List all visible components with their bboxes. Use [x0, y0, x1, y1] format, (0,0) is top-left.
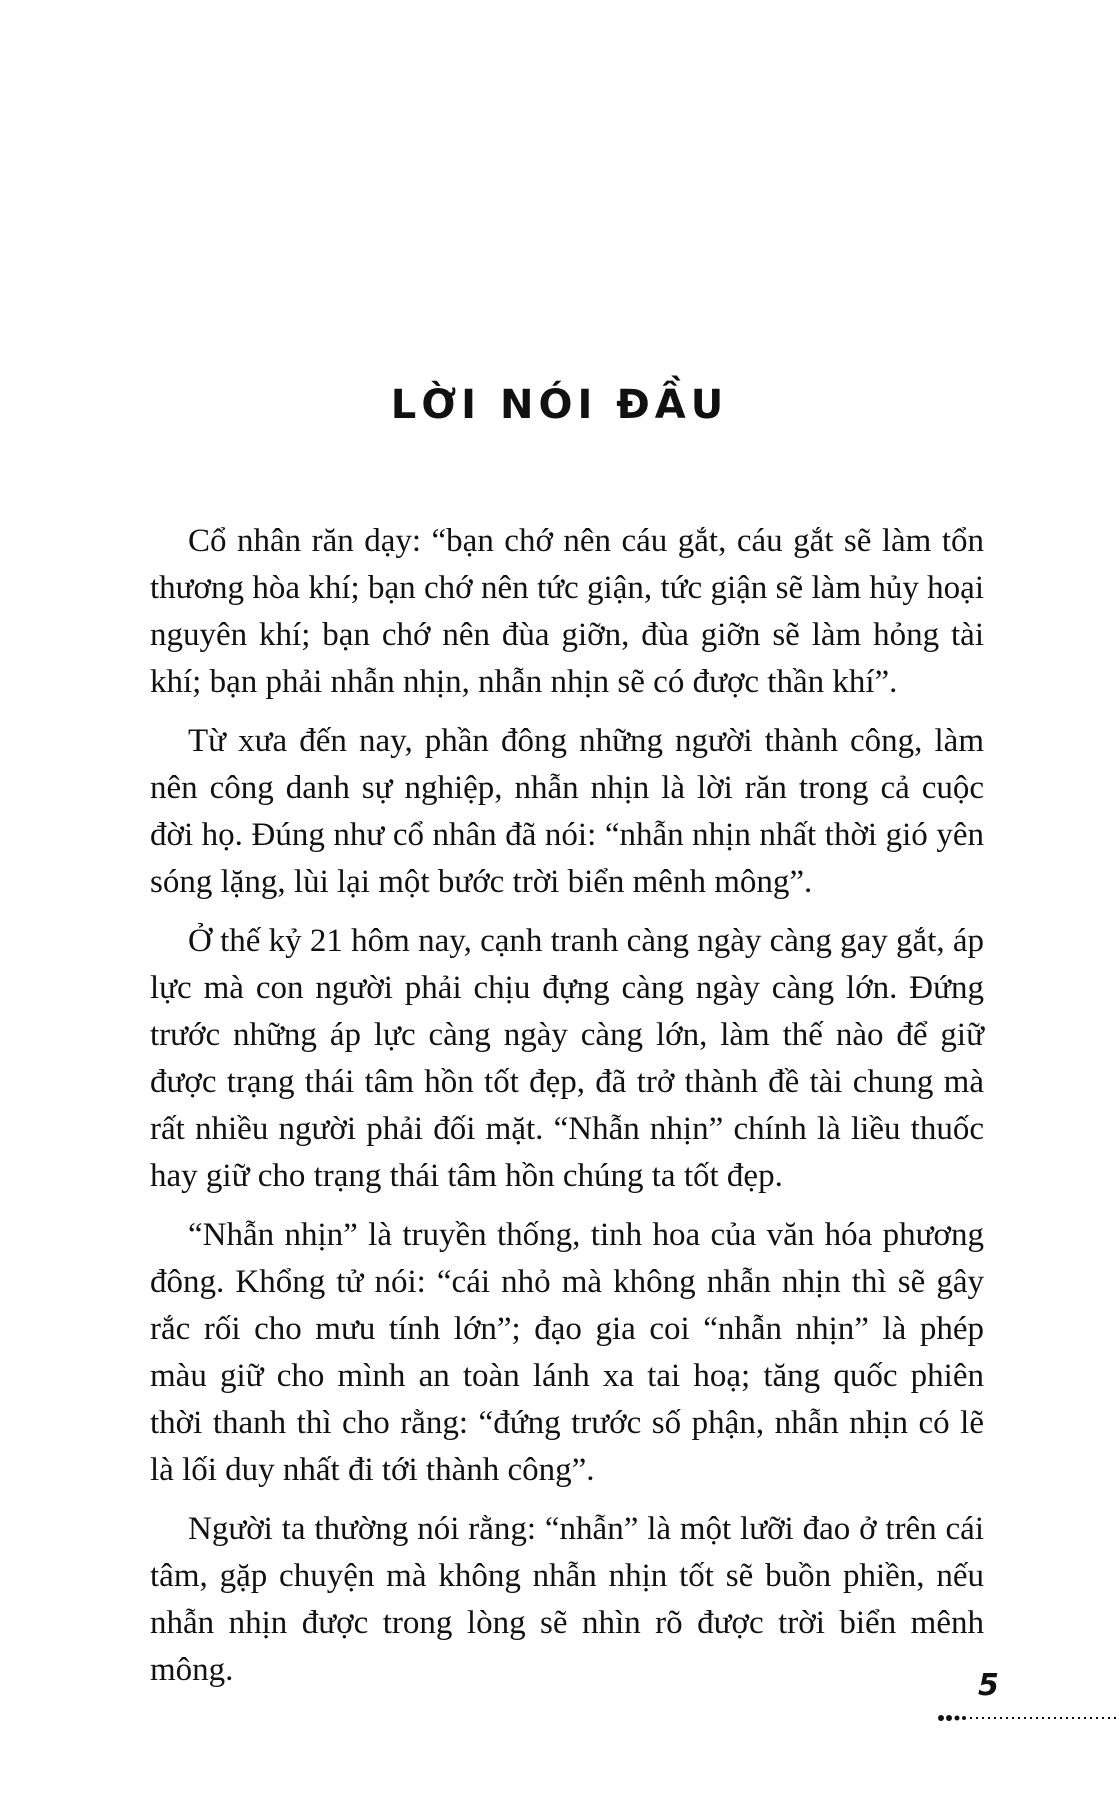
paragraph: Từ xưa đến nay, phần đông những người thành công, làm nên công danh sự nghiệp, nhẫn nhịn là lời răn trong cả cuộc đời họ. Đúng như cổ nhân đã nói: “nhẫn nhịn nhất thời gió yên sóng lặng, lùi lại một bước trời biển mênh mông”. — [150, 723, 984, 900]
body-text — [150, 518, 984, 1706]
dotted-rule-ornament — [938, 1714, 1119, 1722]
page-footer — [0, 1668, 1119, 1728]
paragraph: Người ta thường nói rằng: “nhẫn” là một lưỡi đao ở trên cái tâm, gặp chuyện mà không nhẫn nhịn tốt sẽ buồn phiền, nếu nhẫn nhịn được trong lòng sẽ nhìn rõ được trời biển mênh mông. — [150, 1511, 984, 1688]
paragraph: “Nhẫn nhịn” là truyền thống, tinh hoa của văn hóa phương đông. Khổng tử nói: “cái nhỏ mà không nhẫn nhịn thì sẽ gây rắc rối cho mưu tính lớn”; đạo gia coi “nhẫn nhịn” là phép màu giữ cho mình an toàn lánh xa tai hoạ; tăng quốc phiên thời thanh thì cho rằng: “đứng trước số phận, nhẫn nhịn có lẽ là lối duy nhất đi tới thành công”. — [150, 1217, 984, 1488]
paragraph: Cổ nhân răn dạy: “bạn chớ nên cáu gắt, cáu gắt sẽ làm tổn thương hòa khí; bạn chớ nên tức giận, tức giận sẽ làm hủy hoại nguyên khí; bạn chớ nên đùa giỡn, đùa giỡn sẽ làm hỏng tài khí; bạn phải nhẫn nhịn, nhẫn nhịn sẽ có được thần khí”. — [150, 523, 984, 700]
paragraph: Ở thế kỷ 21 hôm nay, cạnh tranh càng ngày càng gay gắt, áp lực mà con người phải chịu đựng càng ngày càng lớn. Đứng trước những áp lực càng ngày càng lớn, làm thế nào để giữ được trạng thái tâm hồn tốt đẹp, đã trở thành đề tài chung mà rất nhiều người phải đối mặt. “Nhẫn nhịn” chính là liều thuốc hay giữ cho trạng thái tâm hồn chúng ta tốt đẹp. — [150, 923, 985, 1194]
chapter-title: LỜI NÓI ĐẦU — [390, 382, 729, 428]
page-number: 5 — [978, 1668, 999, 1703]
